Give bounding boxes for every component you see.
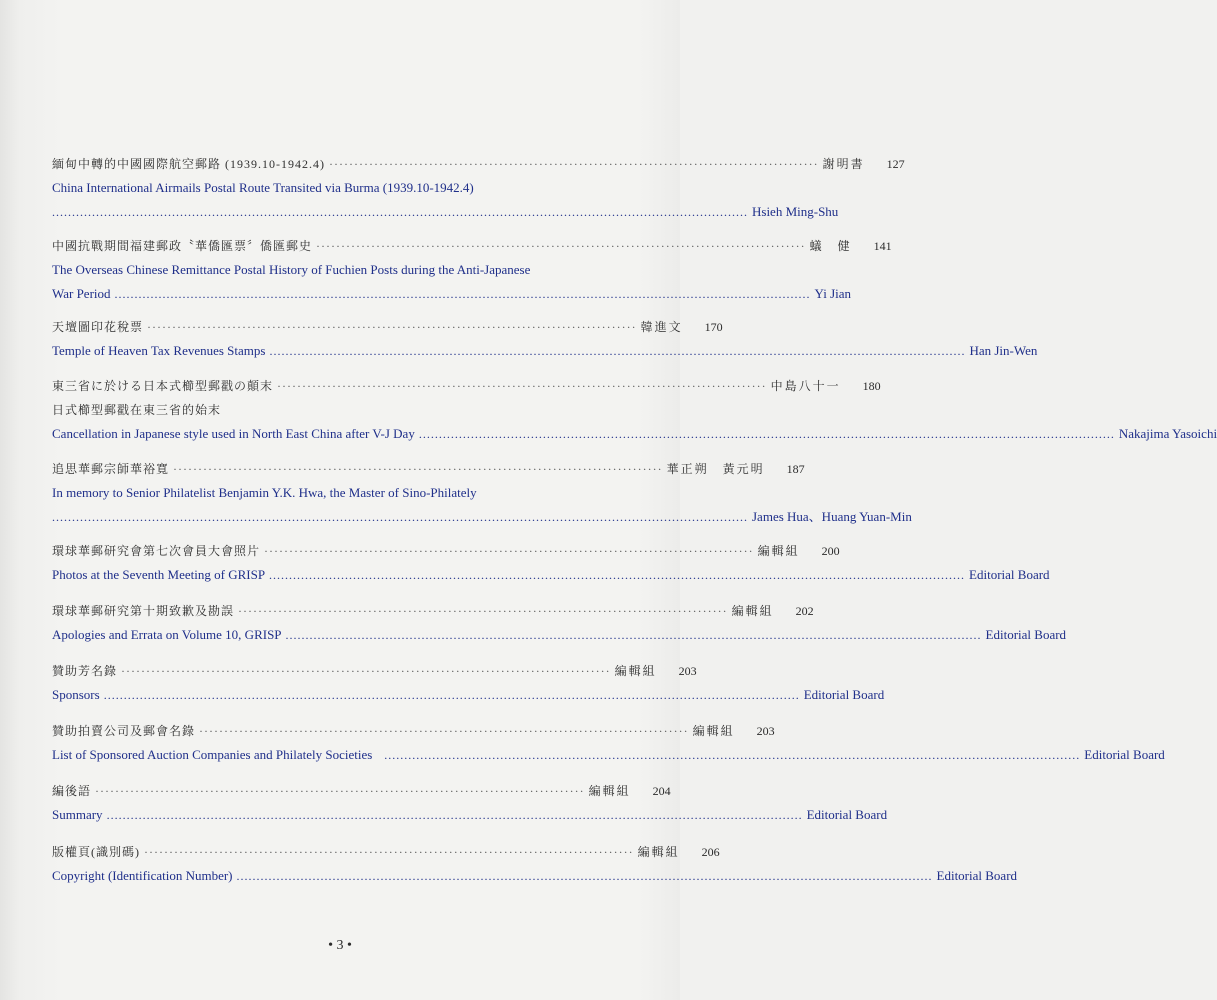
toc-entry [52, 374, 1217, 446]
page-number: 204 [652, 784, 671, 798]
page-number: 202 [795, 604, 814, 618]
dot-leader: .............................................................................................................................................................................. [103, 688, 800, 702]
toc-entry [52, 315, 1038, 363]
en-title: In memory to Senior Philatelist Benjamin Y.K. Hwa, the Master of Sino-Philately [52, 485, 477, 500]
toc-entry [52, 659, 885, 707]
en-title-line [52, 683, 885, 707]
zh-author: 編輯組 [731, 604, 774, 618]
en-author: James Hua、Huang Yuan-Min [752, 509, 912, 524]
zh-title-line [52, 719, 775, 743]
dot-leader: .............................................................................................................................................................................. [269, 344, 966, 358]
dot-leader: .............................................................................................................................................................................. [418, 427, 1115, 441]
dot-leader: ·································································································· [277, 379, 767, 393]
page-number: 203 [678, 664, 697, 678]
toc-entry [52, 152, 905, 224]
zh-title-line [52, 234, 892, 258]
toc-entry [52, 457, 912, 529]
en-author: Yi Jian [814, 286, 852, 301]
en-title: China International Airmails Postal Route Transited via Burma (1939.10-1942.4) [52, 180, 474, 195]
dot-leader: ·································································································· [95, 784, 585, 798]
zh-author: 華正朔 黃元明 [666, 462, 765, 476]
en-author: Editorial Board [803, 687, 885, 702]
zh-author: 編輯組 [588, 784, 631, 798]
dot-leader: .............................................................................................................................................................................. [236, 869, 933, 883]
zh-title-line [52, 315, 723, 339]
en-title-line [52, 864, 1018, 888]
en-title-line [52, 258, 624, 282]
page-number: 180 [862, 379, 881, 393]
en-title-line [52, 563, 1050, 587]
page-number: 187 [786, 462, 805, 476]
en-title-line [52, 339, 1038, 363]
zh-author: 編輯組 [757, 544, 800, 558]
zh-title: 東三省に於ける日本式櫛型郵戳の顛末 [52, 379, 274, 393]
zh-author: 蟻 健 [809, 239, 852, 253]
zh-title-line [52, 374, 881, 398]
zh-title: 中國抗戰期間福建郵政〝華僑匯票〞僑匯郵史 [52, 239, 313, 253]
en-title-line [52, 481, 624, 505]
zh-author: 編輯組 [637, 845, 680, 859]
en-author: Editorial Board [1084, 747, 1165, 762]
zh-title-line [52, 152, 905, 176]
en-title-line [52, 422, 1217, 446]
dot-leader: .............................................................................................................................................................................. [384, 748, 1081, 762]
en-author-line [52, 282, 852, 306]
en-author-line [52, 200, 839, 224]
en-author: Han Jin-Wen [969, 343, 1038, 358]
dot-leader: .............................................................................................................................................................................. [285, 628, 982, 642]
zh-title-line [52, 840, 720, 864]
zh-title-line-2 [52, 398, 624, 422]
en-title-line [52, 176, 624, 200]
page-footer-number: • 3 • [328, 938, 352, 953]
zh-title-line [52, 599, 814, 623]
en-title: Copyright (Identification Number) [52, 868, 233, 883]
en-author: Editorial Board [936, 868, 1018, 883]
en-title-line [52, 743, 1165, 767]
zh-author: 中島八十一 [770, 379, 841, 393]
dot-leader: .............................................................................................................................................................................. [269, 568, 966, 582]
zh-author: 韓進文 [640, 320, 683, 334]
page-number: 206 [701, 845, 720, 859]
zh-author: 編輯組 [614, 664, 657, 678]
zh-title: 天壇圖印花稅票 [52, 320, 144, 334]
zh-title: 追思華郵宗師華裕寬 [52, 462, 170, 476]
dot-leader: ·································································································· [329, 157, 819, 171]
zh-title: 環球華郵研究第十期致歉及勘誤 [52, 604, 235, 618]
en-title: Summary [52, 807, 103, 822]
page-number: 141 [873, 239, 892, 253]
toc-entry [52, 599, 1067, 647]
dot-leader: .............................................................................................................................................................................. [52, 205, 748, 219]
page-number: 203 [756, 724, 775, 738]
zh-title-line [52, 659, 697, 683]
dot-leader: ·································································································· [147, 320, 637, 334]
en-title-cont: War Period [52, 286, 111, 301]
zh-title: 贊助芳名錄 [52, 664, 118, 678]
toc-entry [52, 719, 1165, 767]
dot-leader: ·································································································· [173, 462, 663, 476]
en-title: Temple of Heaven Tax Revenues Stamps [52, 343, 266, 358]
en-title-line [52, 623, 1067, 647]
en-title: Sponsors [52, 687, 100, 702]
zh-author: 謝明書 [822, 157, 865, 171]
zh-title-line [52, 539, 840, 563]
en-title-line [52, 803, 888, 827]
en-author: Editorial Board [985, 627, 1067, 642]
zh-title: 編後語 [52, 784, 92, 798]
page-number: 170 [704, 320, 723, 334]
zh-title: 版權頁(識別碼) [52, 845, 140, 859]
dot-leader: ·································································································· [264, 544, 754, 558]
toc-entry [52, 539, 1050, 587]
dot-leader: ·································································································· [144, 845, 634, 859]
en-author: Nakajima Yasoichi [1118, 426, 1217, 441]
en-author: Editorial Board [806, 807, 888, 822]
dot-leader: ·································································································· [316, 239, 806, 253]
en-title: Photos at the Seventh Meeting of GRISP [52, 567, 266, 582]
en-author: Editorial Board [969, 567, 1050, 582]
page-number: 127 [886, 157, 905, 171]
dot-leader: .............................................................................................................................................................................. [52, 510, 748, 524]
zh-title-line [52, 779, 671, 803]
en-title: Cancellation in Japanese style used in North East China after V-J Day [52, 426, 415, 441]
dot-leader: .............................................................................................................................................................................. [114, 287, 811, 301]
en-author: Hsieh Ming-Shu [752, 204, 839, 219]
zh-title-line [52, 457, 805, 481]
zh-title: 緬甸中轉的中國國際航空郵路 (1939.10-1942.4) [52, 157, 325, 171]
dot-leader: ·································································································· [238, 604, 728, 618]
dot-leader: ·································································································· [121, 664, 611, 678]
en-author-line [52, 505, 912, 529]
toc-entry [52, 234, 892, 306]
dot-leader: .............................................................................................................................................................................. [106, 808, 803, 822]
en-title: Apologies and Errata on Volume 10, GRISP [52, 627, 282, 642]
zh-title-cont: 日式櫛型郵戳在東三省的始末 [52, 403, 222, 417]
en-title: List of Sponsored Auction Companies and Philately Societies [52, 747, 373, 762]
toc-entry [52, 779, 888, 827]
toc-entry [52, 840, 1018, 888]
zh-title: 贊助拍賣公司及郵會名錄 [52, 724, 196, 738]
zh-author: 編輯組 [692, 724, 735, 738]
dot-leader: ·································································································· [199, 724, 689, 738]
page-number: 200 [821, 544, 840, 558]
en-title: The Overseas Chinese Remittance Postal History of Fuchien Posts during the Anti-Japanese [52, 262, 531, 277]
zh-title: 環球華郵研究會第七次會員大會照片 [52, 544, 261, 558]
